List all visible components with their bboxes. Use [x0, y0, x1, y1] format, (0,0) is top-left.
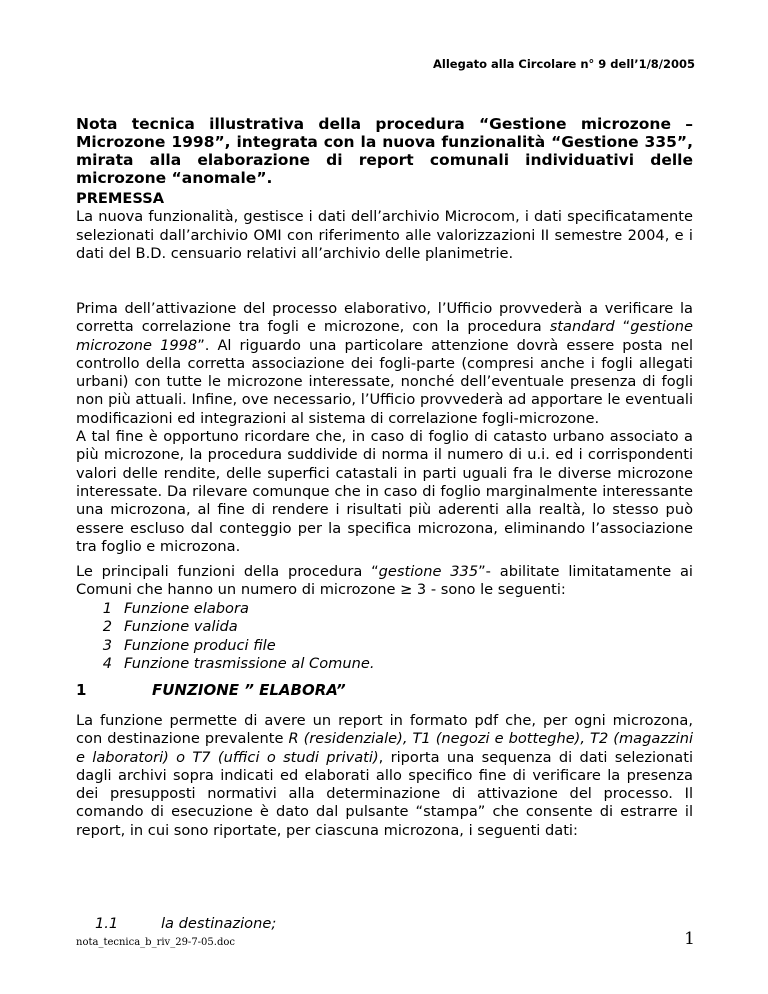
- page-header: Allegato alla Circolare n° 9 dell’1/8/2005: [433, 57, 695, 71]
- p2-standard: standard: [549, 318, 615, 336]
- list-item-number: 3: [102, 636, 112, 654]
- section-1-title: FUNZIONE ” ELABORA”: [152, 681, 346, 699]
- s1-destinations: R (residenziale), T1 (negozi e botteghe), T2 (magazzini e laboratori) o T7 (uffici o studi privati): [76, 730, 693, 766]
- p4-text-b: ”- abilitate limitatamente ai Comuni che hanno un numero di microzone ≥ 3 - sono le seguenti:: [76, 563, 693, 599]
- p2-text-a: Prima dell’attivazione del processo elaborativo, l’Ufficio provvederà a verificare la corretta correlazione tra fogli e microzone, con la procedura: [76, 300, 693, 336]
- list-item: [76, 618, 375, 636]
- page-number: 1: [684, 929, 695, 949]
- premessa-heading: PREMESSA: [76, 190, 165, 207]
- paragraph-verification: [76, 300, 693, 556]
- footer-filename: nota_tecnica_b_riv_29-7-05.doc: [76, 937, 235, 948]
- list-item: [76, 600, 375, 618]
- section-1-heading: [76, 681, 346, 699]
- list-item-number: 2: [102, 618, 112, 636]
- document-title: Nota tecnica illustrativa della procedura “Gestione microzone – Microzone 1998”, integrata con la nuova funzionalità “Gestione 335”, mirata alla elaborazione di report comunali individuativi delle microzone “anomale”.: [76, 115, 693, 187]
- premessa-paragraph: La nuova funzionalità, gestisce i dati dell’archivio Microcom, i dati specificatamente selezionati dall’archivio OMI con riferimento alle valorizzazioni II semestre 2004, e i dati del B.D. censuario relativi all’archivio delle planimetrie.: [76, 208, 693, 262]
- list-item: [76, 637, 375, 655]
- list-item-label: Funzione produci file: [124, 636, 276, 654]
- elabora-paragraph: [76, 712, 693, 840]
- s1-text-a: La funzione permette di avere un report in formato pdf che, per ogni microzona, con destinazione prevalente: [76, 712, 693, 748]
- list-item-label: Funzione elabora: [124, 600, 249, 617]
- section-1-number: 1: [76, 681, 87, 699]
- premessa-section: [76, 190, 693, 263]
- p2-text-c: ”. Al riguardo una particolare attenzione dovrà essere posta nel controllo della corretta associazione dei fogli-parte (compresi anche i fogli allegati urbani) con tutte le microzone interessate, nonché dell’eventuale presenza di fogli non più attuali. Infine, ove necessario, l’Ufficio provvederà ad apportare le eventuali modificazioni ed integrazioni al sistema di correlazione fogli-microzone.: [76, 336, 693, 427]
- s1-text-b: , riporta una sequenza di dati selezionati dagli archivi sopra indicati ed elaborati allo specifico fine di verificare la presenza dei presupposti normativi alla determinazione di attivazione del processo. Il comando di esecuzione è dato dal pulsante “stampa” che consente di estrarre il report, in cui sono riportate, per ciascuna microzona, i seguenti dati:: [76, 748, 693, 839]
- p2-gestione-microzone: gestione microzone 1998: [76, 318, 694, 354]
- subsection-label: la destinazione;: [161, 915, 277, 932]
- verification-paragraph: [76, 300, 693, 428]
- functions-intro: [76, 563, 693, 600]
- p4-text-a: Le principali funzioni della procedura “: [76, 563, 379, 580]
- subsection-number: 1.1: [95, 915, 119, 932]
- list-item-number: 4: [102, 654, 112, 672]
- list-item-label: Funzione valida: [124, 618, 238, 636]
- functions-list: [76, 600, 375, 673]
- functions-intro-paragraph: [76, 563, 693, 600]
- list-item-label: Funzione trasmissione al Comune.: [124, 654, 375, 672]
- p2-text-b: “: [614, 318, 631, 336]
- section-1-body: [76, 712, 693, 840]
- microzone-split-paragraph: A tal fine è opportuno ricordare che, in caso di foglio di catasto urbano associato a più microzone, la procedura suddivide di norma il numero di u.i. ed i corrispondenti valori delle rendite, delle superfici catastali in parti uguali fra le diverse microzone interessate. Da rilevare comunque che in caso di foglio marginalmente interessante una microzona, al fine di rendere i risultati più aderenti alla realtà, lo stesso può essere escluso dal conteggio per la specifica microzona, eliminando l’associazione tra foglio e microzona.: [76, 428, 693, 555]
- subsection-1-1: [95, 915, 276, 932]
- p4-gestione-335: gestione 335: [378, 563, 479, 580]
- list-item: [76, 655, 375, 673]
- list-item-number: 1: [102, 600, 112, 617]
